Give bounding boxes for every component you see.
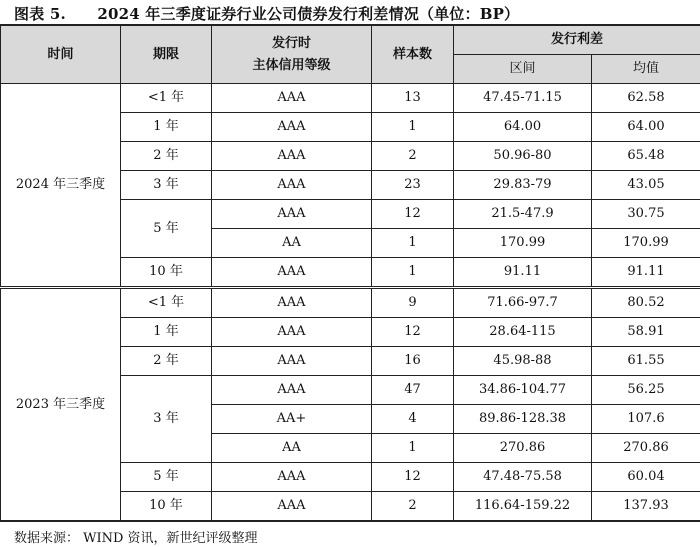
range-cell: 45.98-88 [454,347,592,376]
header-rating-line2: 主体信用等级 [252,57,331,73]
mean-cell: 170.99 [592,229,700,258]
mean-cell: 80.52 [592,288,700,318]
caption-label: 图表 5. [14,5,66,23]
sample-cell: 23 [372,171,454,200]
rating-cell: AAA [212,288,372,318]
range-cell: 64.00 [454,113,592,142]
header-rating [212,25,372,84]
rating-cell: AA+ [212,405,372,434]
term-cell: 1 年 [121,318,212,347]
range-cell: 71.66-97.7 [454,288,592,318]
rating-cell: AAA [212,258,372,288]
table-row [1,84,700,113]
sample-cell: 4 [372,405,454,434]
rating-cell: AAA [212,142,372,171]
header-time: 时间 [1,25,121,84]
term-cell: 3 年 [121,376,212,463]
range-cell: 50.96-80 [454,142,592,171]
mean-cell: 107.6 [592,405,700,434]
spread-table [0,24,700,522]
range-cell: 47.45-71.15 [454,84,592,113]
sample-cell: 12 [372,200,454,229]
range-cell: 21.5-47.9 [454,200,592,229]
term-cell: <1 年 [121,288,212,318]
sample-cell: 1 [372,434,454,463]
range-cell: 170.99 [454,229,592,258]
sample-cell: 1 [372,113,454,142]
header-term: 期限 [121,25,212,84]
term-cell: 3 年 [121,171,212,200]
term-cell: <1 年 [121,84,212,113]
sample-cell: 1 [372,229,454,258]
rating-cell: AAA [212,318,372,347]
sample-cell: 9 [372,288,454,318]
header-mean: 均值 [592,55,700,84]
sample-cell: 47 [372,376,454,405]
range-cell: 47.48-75.58 [454,463,592,492]
mean-cell: 60.04 [592,463,700,492]
rating-cell: AAA [212,84,372,113]
term-cell: 5 年 [121,200,212,258]
mean-cell: 30.75 [592,200,700,229]
period-cell: 2024 年三季度 [1,84,121,288]
term-cell: 2 年 [121,142,212,171]
rating-cell: AAA [212,376,372,405]
rating-cell: AAA [212,113,372,142]
range-cell: 29.83-79 [454,171,592,200]
term-cell: 1 年 [121,113,212,142]
sample-cell: 13 [372,84,454,113]
range-cell: 116.64-159.22 [454,492,592,522]
term-cell: 10 年 [121,492,212,522]
range-cell: 28.64-115 [454,318,592,347]
rating-cell: AAA [212,463,372,492]
range-cell: 91.11 [454,258,592,288]
sample-cell: 12 [372,463,454,492]
mean-cell: 58.91 [592,318,700,347]
mean-cell: 56.25 [592,376,700,405]
range-cell: 89.86-128.38 [454,405,592,434]
mean-cell: 270.86 [592,434,700,463]
sample-cell: 1 [372,258,454,288]
header-spread: 发行利差 [454,25,700,55]
period-cell: 2023 年三季度 [1,288,121,522]
mean-cell: 62.58 [592,84,700,113]
header-rating-line1: 发行时 [271,35,311,51]
mean-cell: 64.00 [592,113,700,142]
sample-cell: 12 [372,318,454,347]
header-sample: 样本数 [372,25,454,84]
mean-cell: 61.55 [592,347,700,376]
sample-cell: 16 [372,347,454,376]
rating-cell: AAA [212,171,372,200]
term-cell: 5 年 [121,463,212,492]
table-row [1,288,700,318]
mean-cell: 137.93 [592,492,700,522]
range-cell: 270.86 [454,434,592,463]
term-cell: 10 年 [121,258,212,288]
rating-cell: AA [212,434,372,463]
mean-cell: 91.11 [592,258,700,288]
header-range: 区间 [454,55,592,84]
sample-cell: 2 [372,142,454,171]
term-cell: 2 年 [121,347,212,376]
rating-cell: AAA [212,347,372,376]
rating-cell: AA [212,229,372,258]
mean-cell: 65.48 [592,142,700,171]
caption-title: 2024 年三季度证券行业公司债券发行利差情况（单位：BP） [97,5,520,23]
range-cell: 34.86-104.77 [454,376,592,405]
rating-cell: AAA [212,200,372,229]
mean-cell: 43.05 [592,171,700,200]
source-note: 数据来源： WIND 资讯，新世纪评级整理 [14,531,258,546]
table-caption [14,3,519,24]
sample-cell: 2 [372,492,454,522]
rating-cell: AAA [212,492,372,522]
